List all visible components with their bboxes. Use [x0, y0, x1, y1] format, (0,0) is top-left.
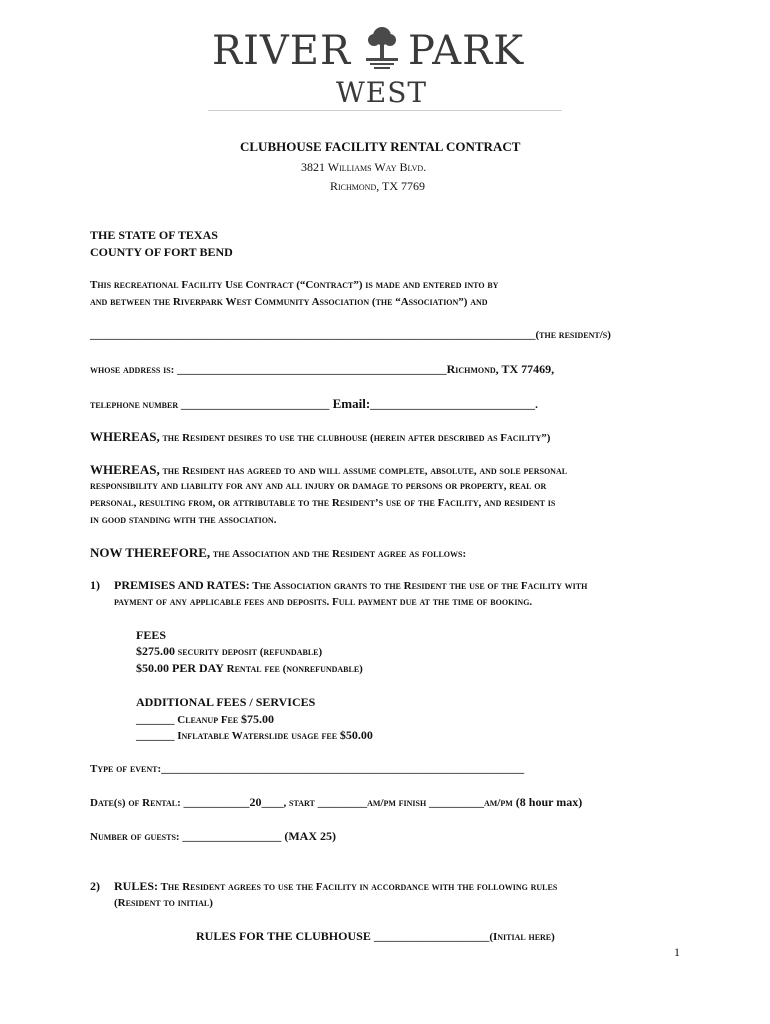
- address-blank[interactable]: _________________________________________________: [177, 364, 447, 376]
- logo-word-west: WEST: [336, 76, 428, 109]
- rules-heading-line: [196, 928, 555, 946]
- section-2-number: 2): [90, 879, 100, 893]
- tree-logo-icon: [362, 24, 402, 72]
- cleanup-blank[interactable]: _______: [136, 714, 175, 726]
- rental-text: Rental fee (nonrefundable): [223, 663, 363, 675]
- section-1-text-1: The Association grants to the Resident the use of the Facility with: [249, 580, 588, 592]
- resident-label: (the resident/s): [535, 329, 611, 341]
- address-label: whose address is:: [90, 364, 178, 376]
- section-2-line-1: [114, 878, 557, 896]
- date-blank[interactable]: ____________: [183, 797, 250, 809]
- intro-line-1: This recreational Facility Use Contract (“Contract”) is made and entered into by: [90, 279, 499, 291]
- date-year-prefix: 20: [249, 795, 262, 809]
- section-2-heading: RULES:: [114, 879, 159, 893]
- address-line-2: Richmond, TX 7769: [330, 179, 426, 193]
- deposit-amount: $275.00: [136, 644, 175, 658]
- now-therefore: [90, 544, 466, 563]
- logo-word-river: RIVER: [212, 28, 352, 74]
- rules-initial-blank[interactable]: _____________________: [373, 931, 490, 943]
- fees-heading: FEES: [136, 628, 167, 642]
- riverpark-west-logo: [208, 20, 562, 112]
- guests-label: Number of guests:: [90, 831, 183, 843]
- whereas-1-text: the Resident desires to use the clubhouse (herein after described as Facility”): [159, 432, 551, 444]
- rules-heading: RULES FOR THE CLUBHOUSE: [196, 929, 374, 943]
- phone-blank[interactable]: ___________________________: [180, 399, 330, 411]
- whereas-2-line-4: in good standing with the association.: [90, 514, 277, 526]
- event-type-line: [90, 761, 524, 778]
- whereas-2-lead: WHEREAS,: [90, 462, 160, 477]
- logo-divider: [208, 110, 562, 111]
- address-city: Richmond, TX 77469,: [446, 362, 555, 376]
- whereas-1: [90, 428, 550, 447]
- phone-label: telephone number: [90, 399, 181, 411]
- whereas-2-line-3: personal, resulting from, or attributable to the Resident’s use of the Facility, and resident is: [90, 497, 556, 509]
- whereas-1-lead: WHEREAS,: [90, 429, 160, 444]
- address-field-line: [90, 361, 554, 379]
- guests-blank[interactable]: __________________: [182, 831, 282, 843]
- dates-label: Date(s) of Rental:: [90, 797, 184, 809]
- now-therefore-lead: NOW THEREFORE,: [90, 545, 211, 560]
- resident-line: [90, 327, 611, 344]
- start-time-blank[interactable]: _________: [317, 797, 368, 809]
- county-line: COUNTY OF FORT BEND: [90, 245, 233, 259]
- section-1-line-1: [114, 577, 587, 595]
- cleanup-text: Cleanup Fee: [174, 714, 241, 726]
- fees-rental: [136, 660, 363, 678]
- hour-max-note: (8 hour max): [512, 795, 583, 809]
- phone-email-line: [90, 395, 538, 414]
- guests-max: (MAX 25): [281, 829, 336, 843]
- address-line-1: 3821 Williams Way Blvd.: [301, 160, 427, 174]
- deposit-text: security deposit (refundable): [175, 646, 323, 658]
- fees-deposit: [136, 643, 322, 661]
- section-1-line-2: payment of any applicable fees and deposits. Full payment due at the time of booking.: [114, 596, 533, 608]
- email-label: Email:: [329, 396, 371, 411]
- waterslide-text: Inflatable Waterslide usage fee: [174, 730, 340, 742]
- whereas-2-text-1: the Resident has agreed to and will assume complete, absolute, and sole personal: [159, 465, 568, 477]
- contract-title: CLUBHOUSE FACILITY RENTAL CONTRACT: [240, 139, 521, 154]
- waterslide-blank[interactable]: _______: [136, 730, 175, 742]
- rental-dates-line: [90, 794, 582, 812]
- rental-amount: $50.00 PER DAY: [136, 661, 224, 675]
- rules-initial-label: (Initial here): [489, 931, 555, 943]
- phone-line-end: .: [535, 399, 538, 411]
- whereas-2-line-2: responsibility and liability for any and all injury or damage to persons or property, real or: [90, 480, 547, 492]
- section-1-number: 1): [90, 578, 100, 592]
- year-blank[interactable]: ____: [261, 797, 284, 809]
- section-1-heading: PREMISES AND RATES:: [114, 578, 250, 592]
- event-type-label: Type of event:: [90, 763, 162, 775]
- start-label: , start: [283, 797, 318, 809]
- page-number: 1: [674, 945, 680, 959]
- logo-word-park: PARK: [408, 28, 525, 74]
- state-line: THE STATE OF TEXAS: [90, 228, 218, 242]
- waterslide-amount: $50.00: [339, 728, 373, 742]
- waterslide-line: [136, 727, 373, 745]
- finish-label: am/pm finish: [367, 797, 429, 809]
- now-therefore-text: the Association and the Resident agree as follows:: [210, 548, 467, 560]
- guests-line: [90, 828, 336, 846]
- email-blank[interactable]: ______________________________: [370, 399, 536, 411]
- cleanup-amount: $75.00: [240, 712, 274, 726]
- ampm-label: am/pm: [483, 797, 513, 809]
- section-2-text-1: The Resident agrees to use the Facility in accordance with the following rules: [158, 881, 558, 893]
- intro-line-2: and between the Riverpark West Community Association (the “Association”) and: [90, 296, 488, 308]
- additional-heading: ADDITIONAL FEES / SERVICES: [136, 695, 316, 709]
- resident-blank[interactable]: _________________________________________________________________________________: [90, 329, 536, 341]
- section-2-line-2: (Resident to initial): [114, 897, 213, 909]
- finish-time-blank[interactable]: __________: [428, 797, 484, 809]
- event-type-blank[interactable]: __________________________________________________________________: [161, 763, 525, 775]
